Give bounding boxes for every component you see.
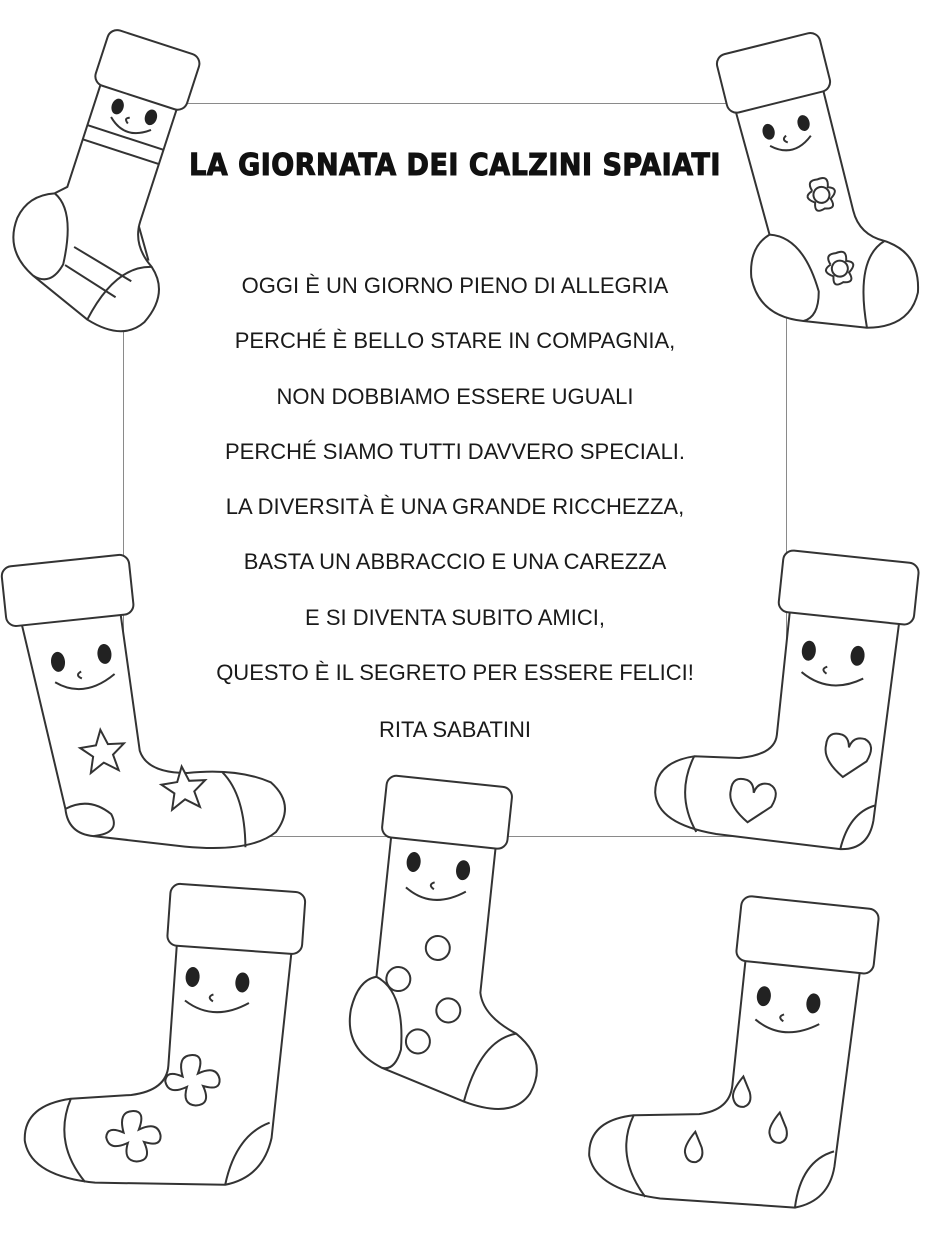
drop-sock-icon bbox=[585, 885, 875, 1235]
poem-line: NON DOBBIAMO ESSERE UGUALI bbox=[276, 383, 634, 409]
poem-line: QUESTO È IL SEGRETO PER ESSERE FELICI! bbox=[216, 660, 694, 686]
heart-sock-icon bbox=[640, 540, 920, 875]
star-sock-icon bbox=[0, 545, 290, 865]
poem-line: BASTA UN ABBRACCIO E UNA CAREZZA bbox=[243, 549, 667, 575]
flower-sock-icon bbox=[712, 15, 912, 370]
poem-line: E SI DIVENTA SUBITO AMICI, bbox=[305, 604, 605, 630]
flower-sock-icon bbox=[20, 875, 305, 1210]
poem-author: RITA SABATINI bbox=[379, 717, 531, 742]
poem-line: PERCHÉ SIAMO TUTTI DAVVERO SPECIALI. bbox=[224, 438, 686, 464]
polka-dot-sock-icon bbox=[350, 775, 565, 1120]
poem-line: LA DIVERSITÀ È UNA GRANDE RICCHEZZA, bbox=[225, 494, 685, 520]
page-title: LA GIORNATA DEI CALZINI SPAIATI bbox=[189, 148, 721, 183]
poem-line: OGGI È UN GIORNO PIENO DI ALLEGRIA bbox=[241, 273, 669, 298]
poem-line: PERCHÉ È BELLO STARE IN COMPAGNIA, bbox=[234, 328, 676, 354]
striped-sock-icon bbox=[10, 20, 210, 350]
